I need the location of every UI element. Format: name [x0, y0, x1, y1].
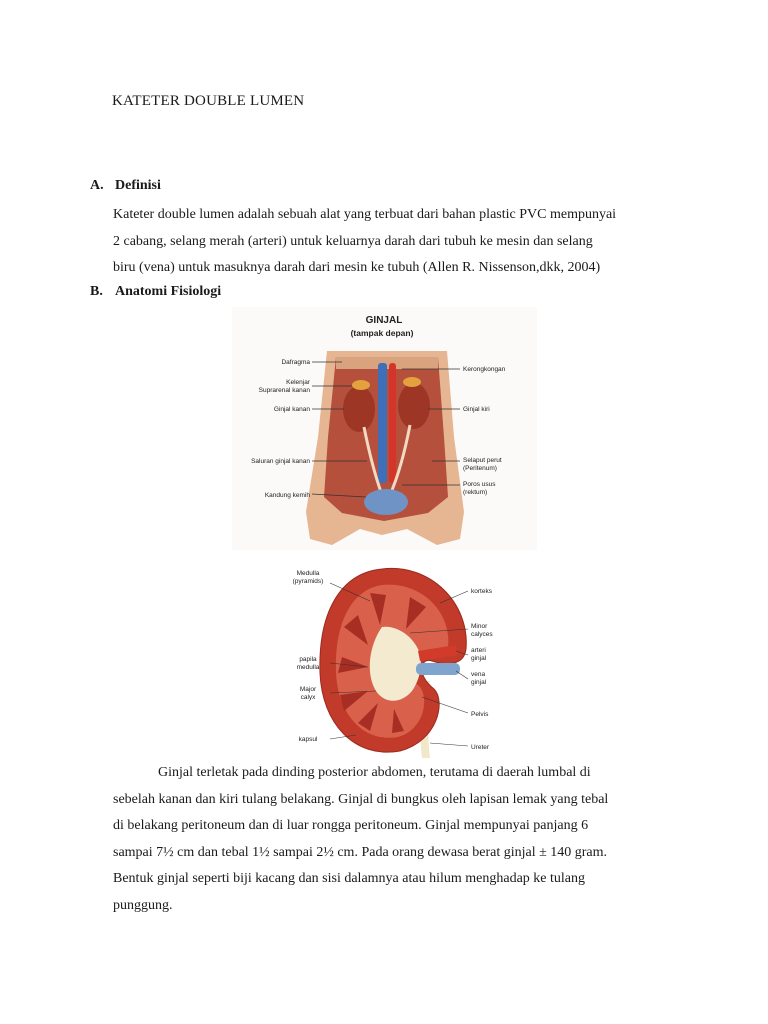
anatomy-line: punggung. — [113, 897, 173, 913]
label-ureter: Ureter — [471, 744, 490, 751]
label-dafragma: Dafragma — [281, 359, 310, 366]
label-major: Major — [299, 686, 317, 693]
label-kerongkongan: Kerongkongan — [463, 366, 506, 373]
label-papila-medulla: medulla — [296, 664, 320, 671]
document-title: KATETER DOUBLE LUMEN — [112, 93, 305, 109]
label-pelvis: Pelvis — [471, 711, 489, 718]
section-a-letter: A. — [90, 178, 104, 193]
label-korteks: korteks — [471, 588, 492, 595]
label-kapsul: kapsul — [298, 736, 318, 743]
label-selaput-perut: Selaput perut — [463, 457, 502, 464]
label-vena: vena — [471, 671, 486, 678]
label-ginjal-kanan: Ginjal kanan — [273, 406, 310, 413]
kidney-cross-section-figure — [270, 563, 508, 758]
section-b-heading — [90, 284, 221, 300]
kidney-front-view-figure — [232, 307, 537, 550]
label-medulla: Medulla — [296, 570, 320, 577]
label-vena-ginjal: ginjal — [471, 679, 487, 686]
left-kidney — [398, 383, 430, 429]
figure1-title: GINJAL — [365, 315, 403, 326]
label-ginjal-kiri: Ginjal kiri — [463, 406, 490, 413]
section-b-letter: B. — [90, 284, 103, 299]
section-a-heading — [90, 178, 161, 194]
anatomy-line-text: Ginjal terletak pada dinding posterior abdomen, terutama di daerah lumbal di — [158, 765, 591, 780]
label-minor: Minor — [471, 623, 488, 630]
label-major-calyx: calyx — [300, 694, 316, 701]
label-poros-usus: Poros usus — [463, 481, 496, 488]
vena-cava — [378, 363, 387, 483]
anatomy-line: di belakang peritoneum dan di luar rongga peritoneum. Ginjal mempunyai panjang 6 — [113, 818, 589, 833]
definition-line: 2 cabang, selang merah (arteri) untuk keluarnya darah dari tubuh ke mesin dan selang — [113, 233, 593, 249]
anatomy-line: sebelah kanan dan kiri tulang belakang. Ginjal di bungkus oleh lapisan lemak yang tebal — [113, 791, 609, 807]
label-peritenum: (Peritenum) — [463, 465, 497, 472]
anatomy-line: Bentuk ginjal seperti biji kacang dan sisi dalamnya atau hilum menghadap ke tulang — [113, 871, 585, 886]
label-suprarenal: Suprarenal kanan — [258, 387, 310, 394]
section-a-title: Definisi — [115, 178, 161, 193]
anatomy-line: sampai 7½ cm dan tebal 1½ sampai 2½ cm. Pada orang dewasa berat ginjal ± 140 gram. — [113, 844, 608, 860]
label-papila: papila — [299, 656, 317, 663]
label-arteri-ginjal: ginjal — [471, 655, 487, 662]
label-rektum: (rektum) — [463, 489, 488, 496]
definition-paragraph — [113, 202, 673, 282]
renal-vein — [416, 663, 460, 675]
aorta — [389, 363, 396, 483]
label-kelenjar: Kelenjar — [286, 379, 310, 386]
label-arteri: arteri — [471, 647, 486, 654]
label-pyramids: (pyramids) — [292, 578, 324, 585]
right-kidney — [343, 386, 375, 432]
anatomy-paragraph — [113, 760, 673, 919]
label-minor-calyces: calyces — [471, 631, 493, 638]
anatomy-line — [113, 760, 673, 787]
label-saluran-ginjal: Saluran ginjal kanan — [251, 458, 310, 465]
section-b-title: Anatomi Fisiologi — [115, 284, 222, 299]
label-kandung-kemih: Kandung kemih — [264, 492, 310, 499]
bladder — [364, 489, 408, 515]
definition-line: Kateter double lumen adalah sebuah alat yang terbuat dari bahan plastic PVC mempunyai — [113, 207, 617, 222]
definition-line: biru (vena) untuk masuknya darah dari mesin ke tubuh (Allen R. Nissenson,dkk, 2004) — [113, 260, 601, 275]
figure1-subtitle: (tampak depan) — [350, 328, 414, 338]
